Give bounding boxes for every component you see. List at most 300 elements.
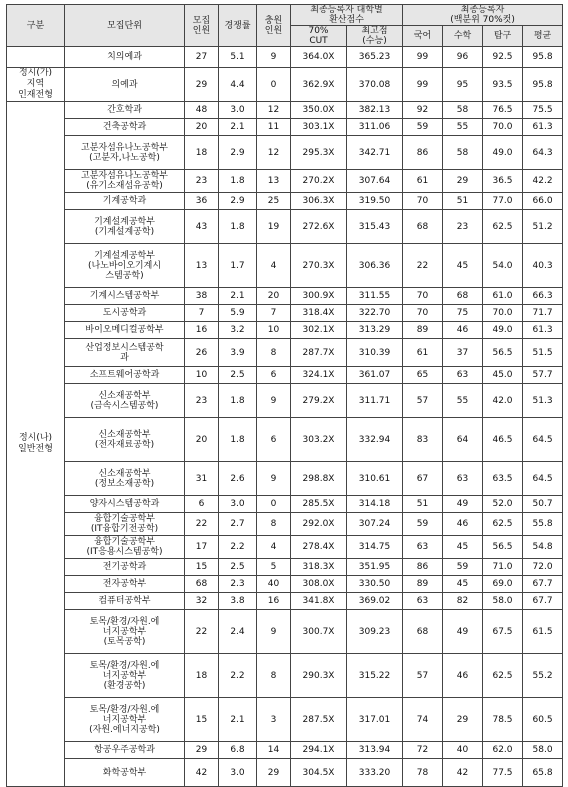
cell-avg: 64.3 (523, 136, 563, 170)
cell-ratio: 2.1 (219, 288, 257, 305)
cell-cut70: 287.5X (291, 698, 347, 742)
cell-max: 361.07 (347, 367, 403, 384)
cell-max: 330.50 (347, 576, 403, 593)
cell-extra: 8 (257, 339, 291, 367)
cell-ratio: 4.4 (219, 68, 257, 102)
cell-inq: 62.0 (483, 742, 523, 759)
cell-inq: 63.5 (483, 462, 523, 496)
cell-inq: 70.0 (483, 119, 523, 136)
table-row (7, 47, 563, 68)
cell-ratio: 2.1 (219, 119, 257, 136)
cell-avg: 72.0 (523, 559, 563, 576)
cell-ratio: 2.3 (219, 576, 257, 593)
cell-kor: 57 (403, 654, 443, 698)
cell-ratio: 2.1 (219, 698, 257, 742)
cell-ratio: 1.8 (219, 384, 257, 418)
cell-kor: 83 (403, 418, 443, 462)
cell-cut70: 318.4X (291, 305, 347, 322)
cell-recruit: 42 (185, 759, 219, 787)
cell-recruit: 18 (185, 136, 219, 170)
cell-inq: 46.5 (483, 418, 523, 462)
unit-name: 의예과 (65, 68, 185, 102)
cell-max: 306.36 (347, 244, 403, 288)
cell-recruit: 23 (185, 170, 219, 193)
cell-recruit: 15 (185, 698, 219, 742)
cell-kor: 68 (403, 610, 443, 654)
cell-cut70: 364.0X (291, 47, 347, 68)
cell-max: 311.06 (347, 119, 403, 136)
cell-math: 51 (443, 193, 483, 210)
cell-kor: 70 (403, 288, 443, 305)
cell-kor: 59 (403, 119, 443, 136)
cell-max: 382.13 (347, 102, 403, 119)
cell-math: 42 (443, 759, 483, 787)
cell-extra: 6 (257, 367, 291, 384)
cell-math: 49 (443, 496, 483, 513)
table-row (7, 462, 563, 496)
cell-max: 315.43 (347, 210, 403, 244)
cell-recruit: 68 (185, 576, 219, 593)
cell-avg: 58.0 (523, 742, 563, 759)
cell-math: 49 (443, 610, 483, 654)
unit-name: 도시공학과 (65, 305, 185, 322)
cell-extra: 4 (257, 536, 291, 559)
cell-kor: 86 (403, 559, 443, 576)
cell-kor: 57 (403, 384, 443, 418)
unit-name: 토목/환경/자원.에 너지공학부 (자원.에너지공학) (65, 698, 185, 742)
cell-inq: 42.0 (483, 384, 523, 418)
cell-ratio: 1.8 (219, 210, 257, 244)
cell-cut70: 350.0X (291, 102, 347, 119)
table-row (7, 244, 563, 288)
header-row-1 (7, 5, 563, 26)
cell-recruit: 48 (185, 102, 219, 119)
cell-recruit: 26 (185, 339, 219, 367)
unit-name: 융합기술공학부 (IT융합기전공학) (65, 513, 185, 536)
cell-recruit: 29 (185, 68, 219, 102)
cell-inq: 36.5 (483, 170, 523, 193)
cell-avg: 57.7 (523, 367, 563, 384)
cell-math: 55 (443, 384, 483, 418)
unit-name: 기계시스템공학부 (65, 288, 185, 305)
cell-max: 310.39 (347, 339, 403, 367)
table-body (7, 47, 563, 787)
table-row (7, 288, 563, 305)
cell-inq: 56.5 (483, 339, 523, 367)
cell-max: 314.75 (347, 536, 403, 559)
cell-ratio: 3.9 (219, 339, 257, 367)
cell-inq: 62.5 (483, 210, 523, 244)
cell-kor: 67 (403, 462, 443, 496)
cell-math: 63 (443, 367, 483, 384)
cell-inq: 62.5 (483, 513, 523, 536)
table-row (7, 576, 563, 593)
cell-cut70: 362.9X (291, 68, 347, 102)
table-row (7, 559, 563, 576)
cell-recruit: 15 (185, 559, 219, 576)
cell-math: 63 (443, 462, 483, 496)
table-row (7, 210, 563, 244)
cell-avg: 64.5 (523, 418, 563, 462)
unit-name: 화학공학부 (65, 759, 185, 787)
table-row (7, 68, 563, 102)
table-row (7, 193, 563, 210)
cell-recruit: 27 (185, 47, 219, 68)
cell-cut70: 341.8X (291, 593, 347, 610)
table-row (7, 536, 563, 559)
header-univ-score: 최종등록자 대학별 환산점수 (291, 5, 403, 26)
cell-ratio: 6.8 (219, 742, 257, 759)
cell-math: 45 (443, 244, 483, 288)
cell-math: 58 (443, 102, 483, 119)
cell-cut70: 290.3X (291, 654, 347, 698)
cell-extra: 29 (257, 759, 291, 787)
cell-max: 332.94 (347, 418, 403, 462)
cell-kor: 63 (403, 536, 443, 559)
header-unit: 모집단위 (65, 5, 185, 47)
cell-max: 307.24 (347, 513, 403, 536)
unit-name: 신소재공학부 (전자재료공학) (65, 418, 185, 462)
cell-inq: 67.5 (483, 610, 523, 654)
cell-recruit: 16 (185, 322, 219, 339)
cell-inq: 62.5 (483, 654, 523, 698)
table-row (7, 384, 563, 418)
header-ratio: 경쟁률 (219, 5, 257, 47)
cell-math: 46 (443, 322, 483, 339)
unit-name: 산업정보시스템공학 과 (65, 339, 185, 367)
cell-ratio: 1.8 (219, 418, 257, 462)
cell-cut70: 294.1X (291, 742, 347, 759)
cell-ratio: 2.6 (219, 462, 257, 496)
unit-name: 기계설계공학부 (나노바이오기계시 스템공학) (65, 244, 185, 288)
cell-kor: 99 (403, 68, 443, 102)
header-extra: 충원 인원 (257, 5, 291, 47)
cell-math: 96 (443, 47, 483, 68)
cell-avg: 66.3 (523, 288, 563, 305)
table-row (7, 742, 563, 759)
cell-ratio: 3.0 (219, 496, 257, 513)
cell-extra: 14 (257, 742, 291, 759)
table-row (7, 119, 563, 136)
cell-recruit: 22 (185, 513, 219, 536)
unit-name: 치의예과 (65, 47, 185, 68)
cell-inq: 54.0 (483, 244, 523, 288)
cell-math: 58 (443, 136, 483, 170)
cell-kor: 61 (403, 339, 443, 367)
cell-extra: 16 (257, 593, 291, 610)
cell-avg: 50.7 (523, 496, 563, 513)
cell-kor: 89 (403, 576, 443, 593)
cell-max: 369.02 (347, 593, 403, 610)
cell-cut70: 292.0X (291, 513, 347, 536)
cell-max: 322.70 (347, 305, 403, 322)
cell-ratio: 2.4 (219, 610, 257, 654)
cell-cut70: 270.2X (291, 170, 347, 193)
cell-inq: 69.0 (483, 576, 523, 593)
cell-max: 311.55 (347, 288, 403, 305)
cell-recruit: 17 (185, 536, 219, 559)
header-math: 수학 (443, 26, 483, 47)
table-row (7, 654, 563, 698)
cell-kor: 99 (403, 47, 443, 68)
cell-max: 319.50 (347, 193, 403, 210)
cell-avg: 40.3 (523, 244, 563, 288)
cell-ratio: 2.7 (219, 513, 257, 536)
cell-avg: 42.2 (523, 170, 563, 193)
cell-extra: 12 (257, 102, 291, 119)
cell-cut70: 303.1X (291, 119, 347, 136)
cell-math: 29 (443, 170, 483, 193)
cell-recruit: 22 (185, 610, 219, 654)
cell-max: 317.01 (347, 698, 403, 742)
cell-max: 351.95 (347, 559, 403, 576)
header-recruit: 모집 인원 (185, 5, 219, 47)
cell-avg: 54.8 (523, 536, 563, 559)
cell-math: 46 (443, 513, 483, 536)
cell-ratio: 5.9 (219, 305, 257, 322)
cell-math: 45 (443, 536, 483, 559)
cell-extra: 9 (257, 462, 291, 496)
unit-name: 전기공학과 (65, 559, 185, 576)
cell-inq: 93.5 (483, 68, 523, 102)
unit-name: 양자시스템공학과 (65, 496, 185, 513)
cell-ratio: 2.9 (219, 136, 257, 170)
cell-recruit: 6 (185, 496, 219, 513)
cell-cut70: 302.1X (291, 322, 347, 339)
cell-kor: 74 (403, 698, 443, 742)
cell-cut70: 306.3X (291, 193, 347, 210)
cell-cut70: 270.3X (291, 244, 347, 288)
unit-name: 건축공학과 (65, 119, 185, 136)
group-label (7, 47, 65, 68)
cell-kor: 68 (403, 210, 443, 244)
cell-math: 55 (443, 119, 483, 136)
group-label: 정시(가) 지역 인재전형 (7, 68, 65, 102)
cell-extra: 8 (257, 654, 291, 698)
cell-inq: 49.0 (483, 322, 523, 339)
cell-math: 29 (443, 698, 483, 742)
header-gubun: 구분 (7, 5, 65, 47)
cell-max: 370.08 (347, 68, 403, 102)
cell-math: 75 (443, 305, 483, 322)
cell-inq: 77.5 (483, 759, 523, 787)
header-inq: 탐구 (483, 26, 523, 47)
header-avg: 평균 (523, 26, 563, 47)
cell-inq: 77.0 (483, 193, 523, 210)
unit-name: 기계공학과 (65, 193, 185, 210)
cell-extra: 13 (257, 170, 291, 193)
table-row (7, 339, 563, 367)
cell-avg: 64.5 (523, 462, 563, 496)
cell-inq: 58.0 (483, 593, 523, 610)
unit-name: 고분자섬유나노공학부 (고분자,나노공학) (65, 136, 185, 170)
cell-avg: 95.8 (523, 47, 563, 68)
table-row (7, 698, 563, 742)
cell-ratio: 2.2 (219, 536, 257, 559)
cell-math: 82 (443, 593, 483, 610)
cell-avg: 60.5 (523, 698, 563, 742)
cell-kor: 61 (403, 170, 443, 193)
cell-ratio: 2.9 (219, 193, 257, 210)
cell-cut70: 304.5X (291, 759, 347, 787)
cell-recruit: 36 (185, 193, 219, 210)
cell-avg: 67.7 (523, 576, 563, 593)
table-row (7, 136, 563, 170)
cell-recruit: 18 (185, 654, 219, 698)
unit-name: 융합기술공학부 (IT응용시스템공학) (65, 536, 185, 559)
cell-cut70: 272.6X (291, 210, 347, 244)
cell-avg: 55.8 (523, 513, 563, 536)
cell-math: 95 (443, 68, 483, 102)
cell-max: 314.18 (347, 496, 403, 513)
cell-extra: 19 (257, 210, 291, 244)
cell-recruit: 10 (185, 367, 219, 384)
cell-avg: 71.7 (523, 305, 563, 322)
cell-extra: 3 (257, 698, 291, 742)
cell-extra: 0 (257, 496, 291, 513)
cell-kor: 78 (403, 759, 443, 787)
unit-name: 소프트웨어공학과 (65, 367, 185, 384)
cell-cut70: 285.5X (291, 496, 347, 513)
cell-extra: 0 (257, 68, 291, 102)
unit-name: 간호학과 (65, 102, 185, 119)
cell-extra: 40 (257, 576, 291, 593)
unit-name: 토목/환경/자원.에 너지공학부 (환경공학) (65, 654, 185, 698)
cell-ratio: 2.5 (219, 367, 257, 384)
cell-max: 333.20 (347, 759, 403, 787)
cell-avg: 66.0 (523, 193, 563, 210)
table-row (7, 322, 563, 339)
cell-avg: 75.5 (523, 102, 563, 119)
cell-kor: 89 (403, 322, 443, 339)
cell-recruit: 31 (185, 462, 219, 496)
table-row (7, 102, 563, 119)
cell-ratio: 3.0 (219, 759, 257, 787)
cell-extra: 25 (257, 193, 291, 210)
cell-extra: 9 (257, 47, 291, 68)
cell-max: 342.71 (347, 136, 403, 170)
cell-max: 365.23 (347, 47, 403, 68)
cell-max: 307.64 (347, 170, 403, 193)
cell-cut70: 308.0X (291, 576, 347, 593)
unit-name: 신소재공학부 (금속시스템공학) (65, 384, 185, 418)
cell-max: 315.22 (347, 654, 403, 698)
cell-kor: 70 (403, 305, 443, 322)
cell-recruit: 20 (185, 119, 219, 136)
admission-results-table-container (6, 4, 562, 787)
cell-max: 313.94 (347, 742, 403, 759)
header-percentile: 최종등록자 (백분위 70%컷) (403, 5, 563, 26)
cell-cut70: 303.2X (291, 418, 347, 462)
header-cut70: 70% CUT (291, 26, 347, 47)
cell-extra: 8 (257, 513, 291, 536)
cell-cut70: 298.8X (291, 462, 347, 496)
cell-extra: 12 (257, 136, 291, 170)
cell-recruit: 43 (185, 210, 219, 244)
cell-avg: 51.5 (523, 339, 563, 367)
cell-ratio: 2.2 (219, 654, 257, 698)
cell-inq: 70.0 (483, 305, 523, 322)
unit-name: 고분자섬유나노공학부 (유기소재섬유공학) (65, 170, 185, 193)
cell-recruit: 20 (185, 418, 219, 462)
table-row (7, 418, 563, 462)
table-row (7, 513, 563, 536)
header-kor: 국어 (403, 26, 443, 47)
cell-avg: 51.2 (523, 210, 563, 244)
cell-max: 311.71 (347, 384, 403, 418)
cell-cut70: 287.7X (291, 339, 347, 367)
cell-max: 309.23 (347, 610, 403, 654)
cell-inq: 52.0 (483, 496, 523, 513)
cell-kor: 92 (403, 102, 443, 119)
cell-kor: 22 (403, 244, 443, 288)
table-row (7, 610, 563, 654)
cell-cut70: 324.1X (291, 367, 347, 384)
cell-inq: 49.0 (483, 136, 523, 170)
table-row (7, 593, 563, 610)
cell-cut70: 300.7X (291, 610, 347, 654)
cell-ratio: 3.2 (219, 322, 257, 339)
cell-kor: 65 (403, 367, 443, 384)
cell-math: 46 (443, 654, 483, 698)
cell-kor: 63 (403, 593, 443, 610)
cell-recruit: 29 (185, 742, 219, 759)
cell-recruit: 38 (185, 288, 219, 305)
cell-recruit: 23 (185, 384, 219, 418)
cell-avg: 61.3 (523, 322, 563, 339)
cell-inq: 61.0 (483, 288, 523, 305)
cell-kor: 86 (403, 136, 443, 170)
cell-extra: 7 (257, 305, 291, 322)
unit-name: 전자공학부 (65, 576, 185, 593)
cell-avg: 55.2 (523, 654, 563, 698)
cell-ratio: 1.7 (219, 244, 257, 288)
cell-avg: 65.8 (523, 759, 563, 787)
cell-cut70: 300.9X (291, 288, 347, 305)
cell-cut70: 295.3X (291, 136, 347, 170)
cell-avg: 51.3 (523, 384, 563, 418)
cell-extra: 20 (257, 288, 291, 305)
cell-math: 45 (443, 576, 483, 593)
cell-math: 37 (443, 339, 483, 367)
header-max: 최고점 (수능) (347, 26, 403, 47)
unit-name: 기계설계공학부 (기계설계공학) (65, 210, 185, 244)
cell-ratio: 2.5 (219, 559, 257, 576)
cell-extra: 10 (257, 322, 291, 339)
cell-kor: 72 (403, 742, 443, 759)
table-row (7, 367, 563, 384)
cell-avg: 67.7 (523, 593, 563, 610)
cell-max: 313.29 (347, 322, 403, 339)
cell-math: 59 (443, 559, 483, 576)
table-row (7, 170, 563, 193)
cell-ratio: 1.8 (219, 170, 257, 193)
cell-cut70: 278.4X (291, 536, 347, 559)
cell-avg: 95.8 (523, 68, 563, 102)
cell-cut70: 318.3X (291, 559, 347, 576)
unit-name: 컴퓨터공학부 (65, 593, 185, 610)
cell-recruit: 7 (185, 305, 219, 322)
group-label: 정시(나) 일반전형 (7, 102, 65, 787)
cell-extra: 5 (257, 559, 291, 576)
cell-kor: 59 (403, 513, 443, 536)
cell-inq: 76.5 (483, 102, 523, 119)
cell-ratio: 3.8 (219, 593, 257, 610)
unit-name: 토목/환경/자원.에 너지공학부 (토목공학) (65, 610, 185, 654)
cell-math: 64 (443, 418, 483, 462)
cell-recruit: 13 (185, 244, 219, 288)
cell-max: 310.61 (347, 462, 403, 496)
